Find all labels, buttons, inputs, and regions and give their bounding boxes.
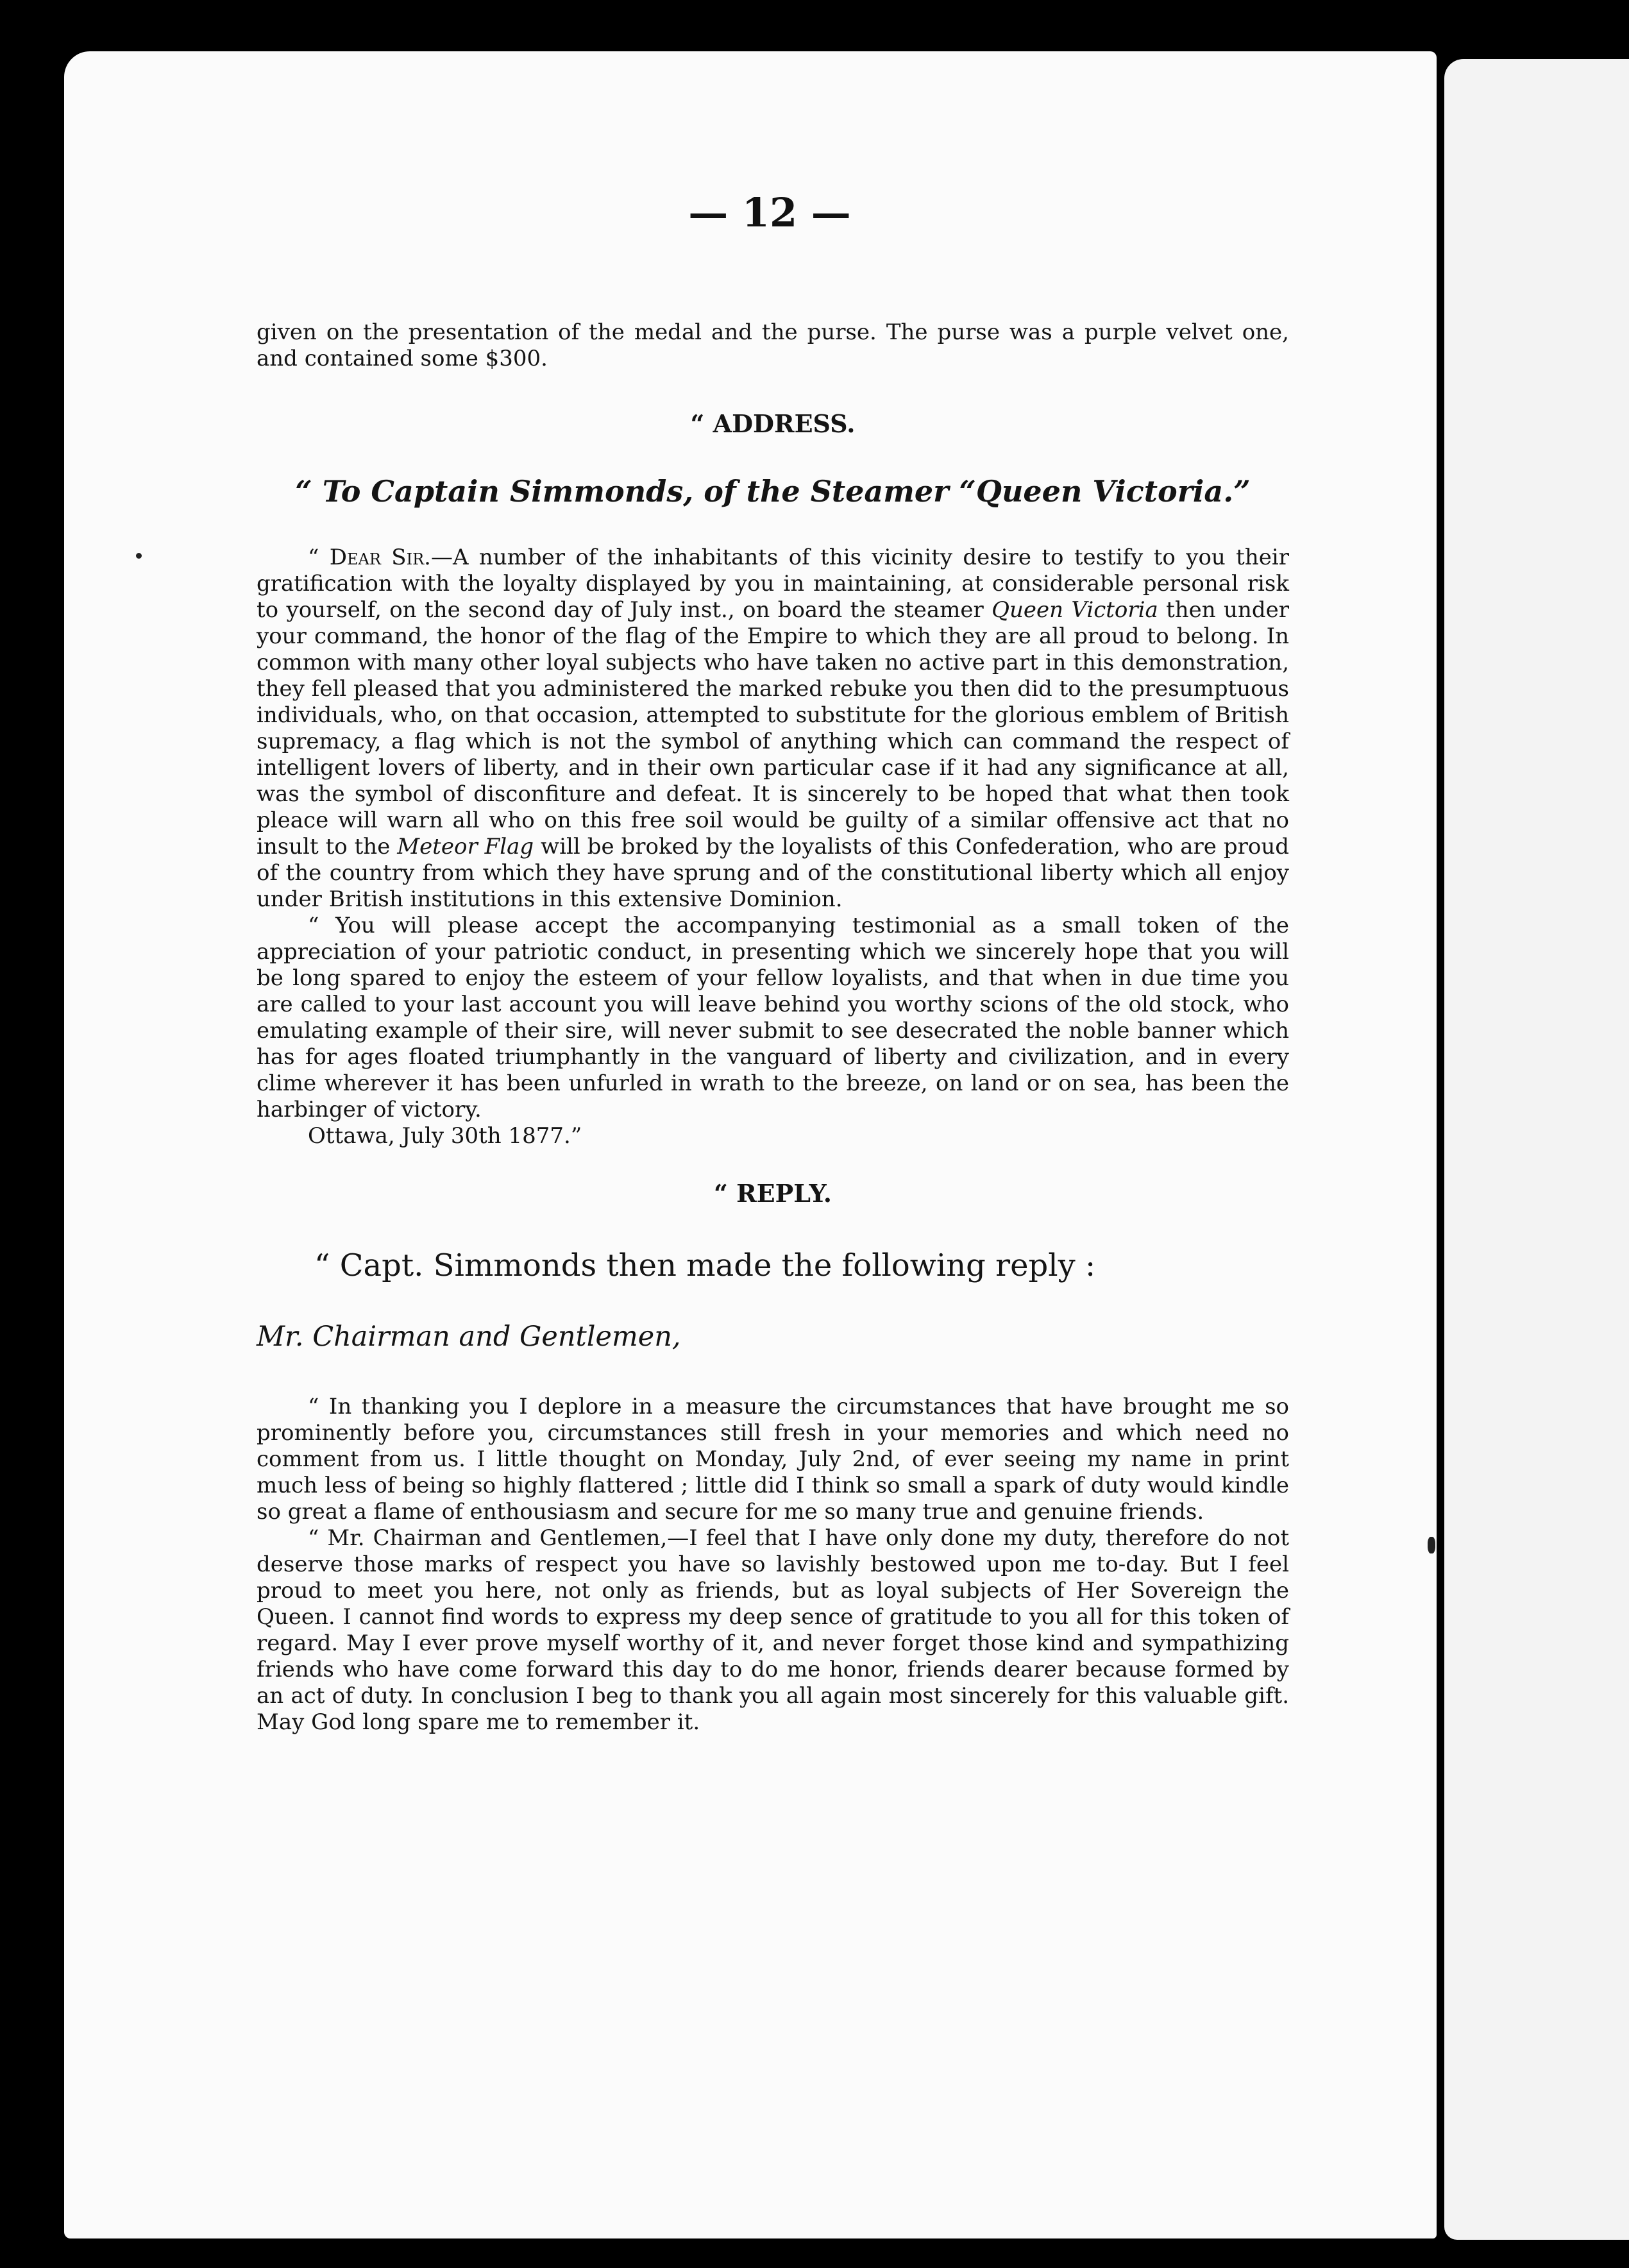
address-text-part-3: will be broked by the loyalists of this Confederation, who are proud of the country from which they have sprung and of the constitutional liberty which all enjoy under British institutions in this extensive Dominion. xyxy=(257,834,1289,912)
dear-sir-salutation: Dear Sir xyxy=(329,545,425,570)
document-page xyxy=(64,51,1437,2238)
address-recipient-line: “ To Captain Simmonds, of the Steamer “Queen Victoria.” xyxy=(295,474,1251,509)
reply-paragraph-2: “ Mr. Chairman and Gentlemen,—I feel that I have only done my duty, therefore do not deserve those marks of respect you have so lavishly bestowed upon me to-day. But I feel proud to meet you here, not only as friends, but as loyal subjects of Her Sovereign the Queen. I cannot find words to express my deep sence of gratitude to you all for this token of regard. May I ever prove myself worthy of it, and never forget those kind and sympathizing friends who have come forward this day to do me honor, friends dearer because formed by an act of duty. In conclusion I beg to thank you all again most sincerely for this valuable gift. May God long spare me to remember it. xyxy=(257,1525,1289,1735)
open-quote: “ xyxy=(308,545,330,570)
flag-name: Meteor Flag xyxy=(397,834,534,859)
address-text-part-2: then under your command, the honor of the flag of the Empire to which they are all proud to belong. In common with many other loyal subjects who have taken no active part in this demonstration, they fell pleased that you administered the marked rebuke you then did to the presumptuous individuals, who, on that occasion, attempted to substitute for the glorious emblem of British supremacy, a flag which is not the symbol of anything which can command the respect of intelligent lovers of liberty, and in their own particular case if it had any significance at all, was the symbol of disconfiture and defeat. It is sincerely to be hoped that what then took pleace will warn all who on this free soil would be guilty of a similar offensive act that no insult to the xyxy=(257,597,1289,859)
reply-heading: “ REPLY. xyxy=(714,1179,832,1208)
reply-salutation: Mr. Chairman and Gentlemen, xyxy=(257,1321,681,1353)
address-date: Ottawa, July 30th 1877.” xyxy=(308,1123,582,1149)
opening-paragraph: given on the presentation of the medal and the purse. The purse was a purple velvet one, and contained some $300. xyxy=(257,319,1289,371)
address-paragraph-1 xyxy=(257,545,1289,913)
address-heading: “ ADDRESS. xyxy=(690,409,856,438)
reply-intro: “ Capt. Simmonds then made the following reply : xyxy=(314,1248,1096,1283)
page-number: — 12 — xyxy=(688,189,851,236)
scan-speck xyxy=(1428,1537,1435,1553)
address-text-part-1: .—A number of the inhabitants of this vicinity desire to testify to you their gratification with the loyalty displayed by you in maintaining, at considerable personal risk to yourself, on the second day of July inst., on board the steamer xyxy=(257,545,1289,623)
adjacent-page-edge xyxy=(1444,59,1629,2240)
scan-speck xyxy=(136,553,142,559)
address-paragraph-2: “ You will please accept the accompanying testimonial as a small token of the appreciation of your patriotic conduct, in presenting which we sincerely hope that you will be long spared to enjoy the esteem of your fellow loyalists, and that when in due time you are called to your last account you will leave behind you worthy scions of the old stock, who emulating example of their sire, will never submit to see desecrated the noble banner which has for ages floated triumphantly in the vanguard of liberty and civilization, and in every clime wherever it has been unfurled in wrath to the breeze, on land or on sea, has been the harbinger of victory. xyxy=(257,913,1289,1122)
page-content xyxy=(257,319,1289,1736)
reply-paragraph-1: “ In thanking you I deplore in a measure the circumstances that have brought me so prominently before you, circumstances still fresh in your memories and which need no comment from us. I little thought on Monday, July 2nd, of ever seeing my name in print much less of being so highly flattered ; little did I think so small a spark of duty would kindle so great a flame of enthousiasm and secure for me so many true and genuine friends. xyxy=(257,1394,1289,1525)
ship-name: Queen Victoria xyxy=(992,597,1158,623)
